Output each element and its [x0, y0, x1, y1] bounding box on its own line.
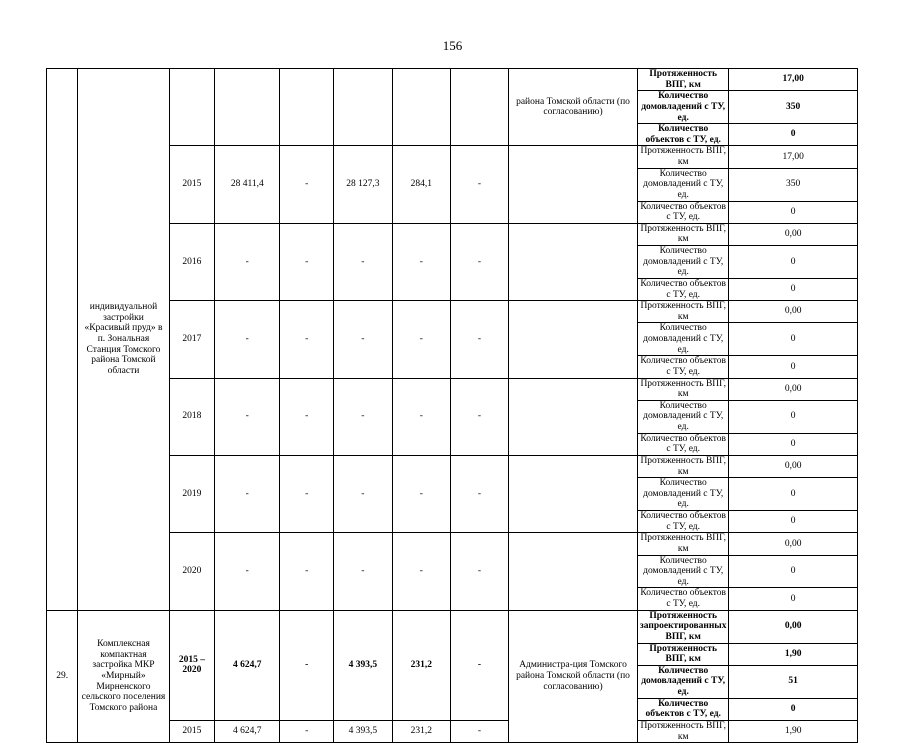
indicator-name: Количество домовладений с ТУ, ед.: [637, 555, 729, 588]
indicator-value: 0: [729, 433, 857, 455]
indicator-name: Количество домовладений с ТУ, ед.: [637, 91, 729, 124]
indicator-name: Количество объектов с ТУ, ед.: [637, 588, 729, 610]
executor-empty-cell: [509, 378, 638, 455]
amount-cell-c2: -: [280, 378, 334, 455]
amount-cell-c3: 4 393,5: [333, 720, 392, 742]
indicator-value: 0: [729, 246, 857, 279]
amount-cell-c1: 28 411,4: [215, 146, 280, 223]
amount-cell-c1: 4 624,7: [215, 720, 280, 742]
indicator-value: 0,00: [729, 610, 857, 643]
measure-name-cell: Комплексная компактная застройка МКР «Мирный» Мирненского сельского поселения Томского района: [78, 610, 169, 743]
indicator-value: 0,00: [729, 301, 857, 323]
empty-cell: [450, 69, 508, 146]
amount-cell-c4: 284,1: [392, 146, 450, 223]
amount-cell-c1: -: [215, 301, 280, 378]
executor-empty-cell: [509, 455, 638, 532]
indicator-value: 0,00: [729, 223, 857, 245]
amount-cell-c5: -: [450, 378, 508, 455]
indicator-name: Количество объектов с ТУ, ед.: [637, 511, 729, 533]
indicator-value: 0,00: [729, 455, 857, 477]
amount-cell-c4: -: [392, 533, 450, 610]
indicator-name: Протяженность ВПГ, км: [637, 378, 729, 400]
empty-cell: [169, 69, 215, 146]
amount-cell-c1: -: [215, 533, 280, 610]
year-cell: 2020: [169, 533, 215, 610]
amount-cell-c4: 231,2: [392, 610, 450, 720]
table-row: [47, 223, 905, 245]
table-row: [47, 301, 905, 323]
indicator-value: 0,00: [729, 378, 857, 400]
indicator-name: Протяженность запроектированных ВПГ, км: [637, 610, 729, 643]
indicator-value: 0: [729, 356, 857, 378]
row-number-cell: 29.: [47, 610, 78, 743]
indicator-value: 1,90: [729, 643, 857, 665]
table-row: [47, 146, 905, 168]
amount-cell-c2: -: [280, 533, 334, 610]
amount-cell-c5: -: [450, 610, 508, 720]
indicator-name: Количество объектов с ТУ, ед.: [637, 278, 729, 300]
amount-cell-c5: -: [450, 533, 508, 610]
year-cell: 2015 – 2020: [169, 610, 215, 720]
amount-cell-c3: -: [333, 533, 392, 610]
year-cell: 2018: [169, 378, 215, 455]
indicator-name: Количество объектов с ТУ, ед.: [637, 433, 729, 455]
executor-empty-cell: [509, 223, 638, 300]
indicator-value: 0: [729, 124, 857, 146]
row-number-cell: [47, 69, 78, 611]
indicator-name: Количество домовладений с ТУ, ед.: [637, 478, 729, 511]
amount-cell-c5: -: [450, 146, 508, 223]
executor-cell: района Томской области (по согласованию): [509, 69, 638, 146]
table-row: [47, 533, 905, 555]
indicator-name: Количество объектов с ТУ, ед.: [637, 698, 729, 720]
amount-cell-c5: -: [450, 720, 508, 742]
indicator-name: Количество домовладений с ТУ, ед.: [637, 168, 729, 201]
indicator-name: Протяженность ВПГ, км: [637, 720, 729, 742]
indicator-name: Количество домовладений с ТУ, ед.: [637, 323, 729, 356]
table-row: [47, 69, 905, 91]
year-cell: 2017: [169, 301, 215, 378]
empty-cell: [280, 69, 334, 146]
amount-cell-c1: -: [215, 378, 280, 455]
indicator-name: Протяженность ВПГ, км: [637, 533, 729, 555]
executor-empty-cell: [509, 146, 638, 223]
indicator-name: Количество домовладений с ТУ, ед.: [637, 246, 729, 279]
indicator-name: Количество объектов с ТУ, ед.: [637, 124, 729, 146]
indicator-name: Количество домовладений с ТУ, ед.: [637, 400, 729, 433]
amount-cell-c3: -: [333, 378, 392, 455]
year-cell: 2016: [169, 223, 215, 300]
amount-cell-c3: 28 127,3: [333, 146, 392, 223]
table-row: [47, 610, 905, 643]
indicator-value: 17,00: [729, 69, 857, 91]
amount-cell-c4: -: [392, 455, 450, 532]
amount-cell-c1: 4 624,7: [215, 610, 280, 720]
indicator-value: 0: [729, 511, 857, 533]
indicator-value: 17,00: [729, 146, 857, 168]
indicator-value: 51: [729, 665, 857, 698]
amount-cell-c3: 4 393,5: [333, 610, 392, 720]
indicator-value: 0: [729, 698, 857, 720]
indicator-value: 0: [729, 588, 857, 610]
program-table: [46, 68, 905, 743]
indicator-value: 350: [729, 91, 857, 124]
amount-cell-c4: -: [392, 378, 450, 455]
indicator-value: 0,00: [729, 533, 857, 555]
indicator-name: Протяженность ВПГ, км: [637, 301, 729, 323]
indicator-name: Количество объектов с ТУ, ед.: [637, 201, 729, 223]
indicator-value: 0: [729, 478, 857, 511]
amount-cell-c3: -: [333, 455, 392, 532]
amount-cell-c1: -: [215, 223, 280, 300]
amount-cell-c2: -: [280, 223, 334, 300]
table-row: [47, 378, 905, 400]
indicator-value: 0: [729, 400, 857, 433]
amount-cell-c2: -: [280, 455, 334, 532]
amount-cell-c2: -: [280, 610, 334, 720]
amount-cell-c5: -: [450, 223, 508, 300]
indicator-name: Протяженность ВПГ, км: [637, 455, 729, 477]
empty-cell: [215, 69, 280, 146]
indicator-name: Протяженность ВПГ, км: [637, 643, 729, 665]
amount-cell-c1: -: [215, 455, 280, 532]
amount-cell-c2: -: [280, 720, 334, 742]
executor-empty-cell: [509, 533, 638, 610]
indicator-name: Протяженность ВПГ, км: [637, 69, 729, 91]
amount-cell-c3: -: [333, 223, 392, 300]
indicator-value: 1,90: [729, 720, 857, 742]
page-number: 156: [442, 38, 463, 53]
indicator-value: 0: [729, 278, 857, 300]
amount-cell-c5: -: [450, 455, 508, 532]
empty-cell: [392, 69, 450, 146]
indicator-name: Количество объектов с ТУ, ед.: [637, 356, 729, 378]
year-cell: 2015: [169, 146, 215, 223]
amount-cell-c4: 231,2: [392, 720, 450, 742]
amount-cell-c2: -: [280, 301, 334, 378]
year-cell: 2015: [169, 720, 215, 742]
table-row: [47, 720, 905, 742]
indicator-name: Протяженность ВПГ, км: [637, 223, 729, 245]
executor-empty-cell: [509, 301, 638, 378]
amount-cell-c4: -: [392, 301, 450, 378]
amount-cell-c3: -: [333, 301, 392, 378]
indicator-value: 0: [729, 323, 857, 356]
year-cell: 2019: [169, 455, 215, 532]
measure-name-cell: индивидуальной застройки «Красивый пруд» в п. Зональная Станция Томского района Томской области: [78, 69, 169, 611]
indicator-value: 350: [729, 168, 857, 201]
table-row: [47, 455, 905, 477]
indicator-name: Количество домовладений с ТУ, ед.: [637, 665, 729, 698]
amount-cell-c5: -: [450, 301, 508, 378]
amount-cell-c4: -: [392, 223, 450, 300]
amount-cell-c2: -: [280, 146, 334, 223]
executor-cell: Администра-ция Томского района Томской области (по согласованию): [509, 610, 638, 743]
indicator-value: 0: [729, 555, 857, 588]
indicator-value: 0: [729, 201, 857, 223]
empty-cell: [333, 69, 392, 146]
indicator-name: Протяженность ВПГ, км: [637, 146, 729, 168]
